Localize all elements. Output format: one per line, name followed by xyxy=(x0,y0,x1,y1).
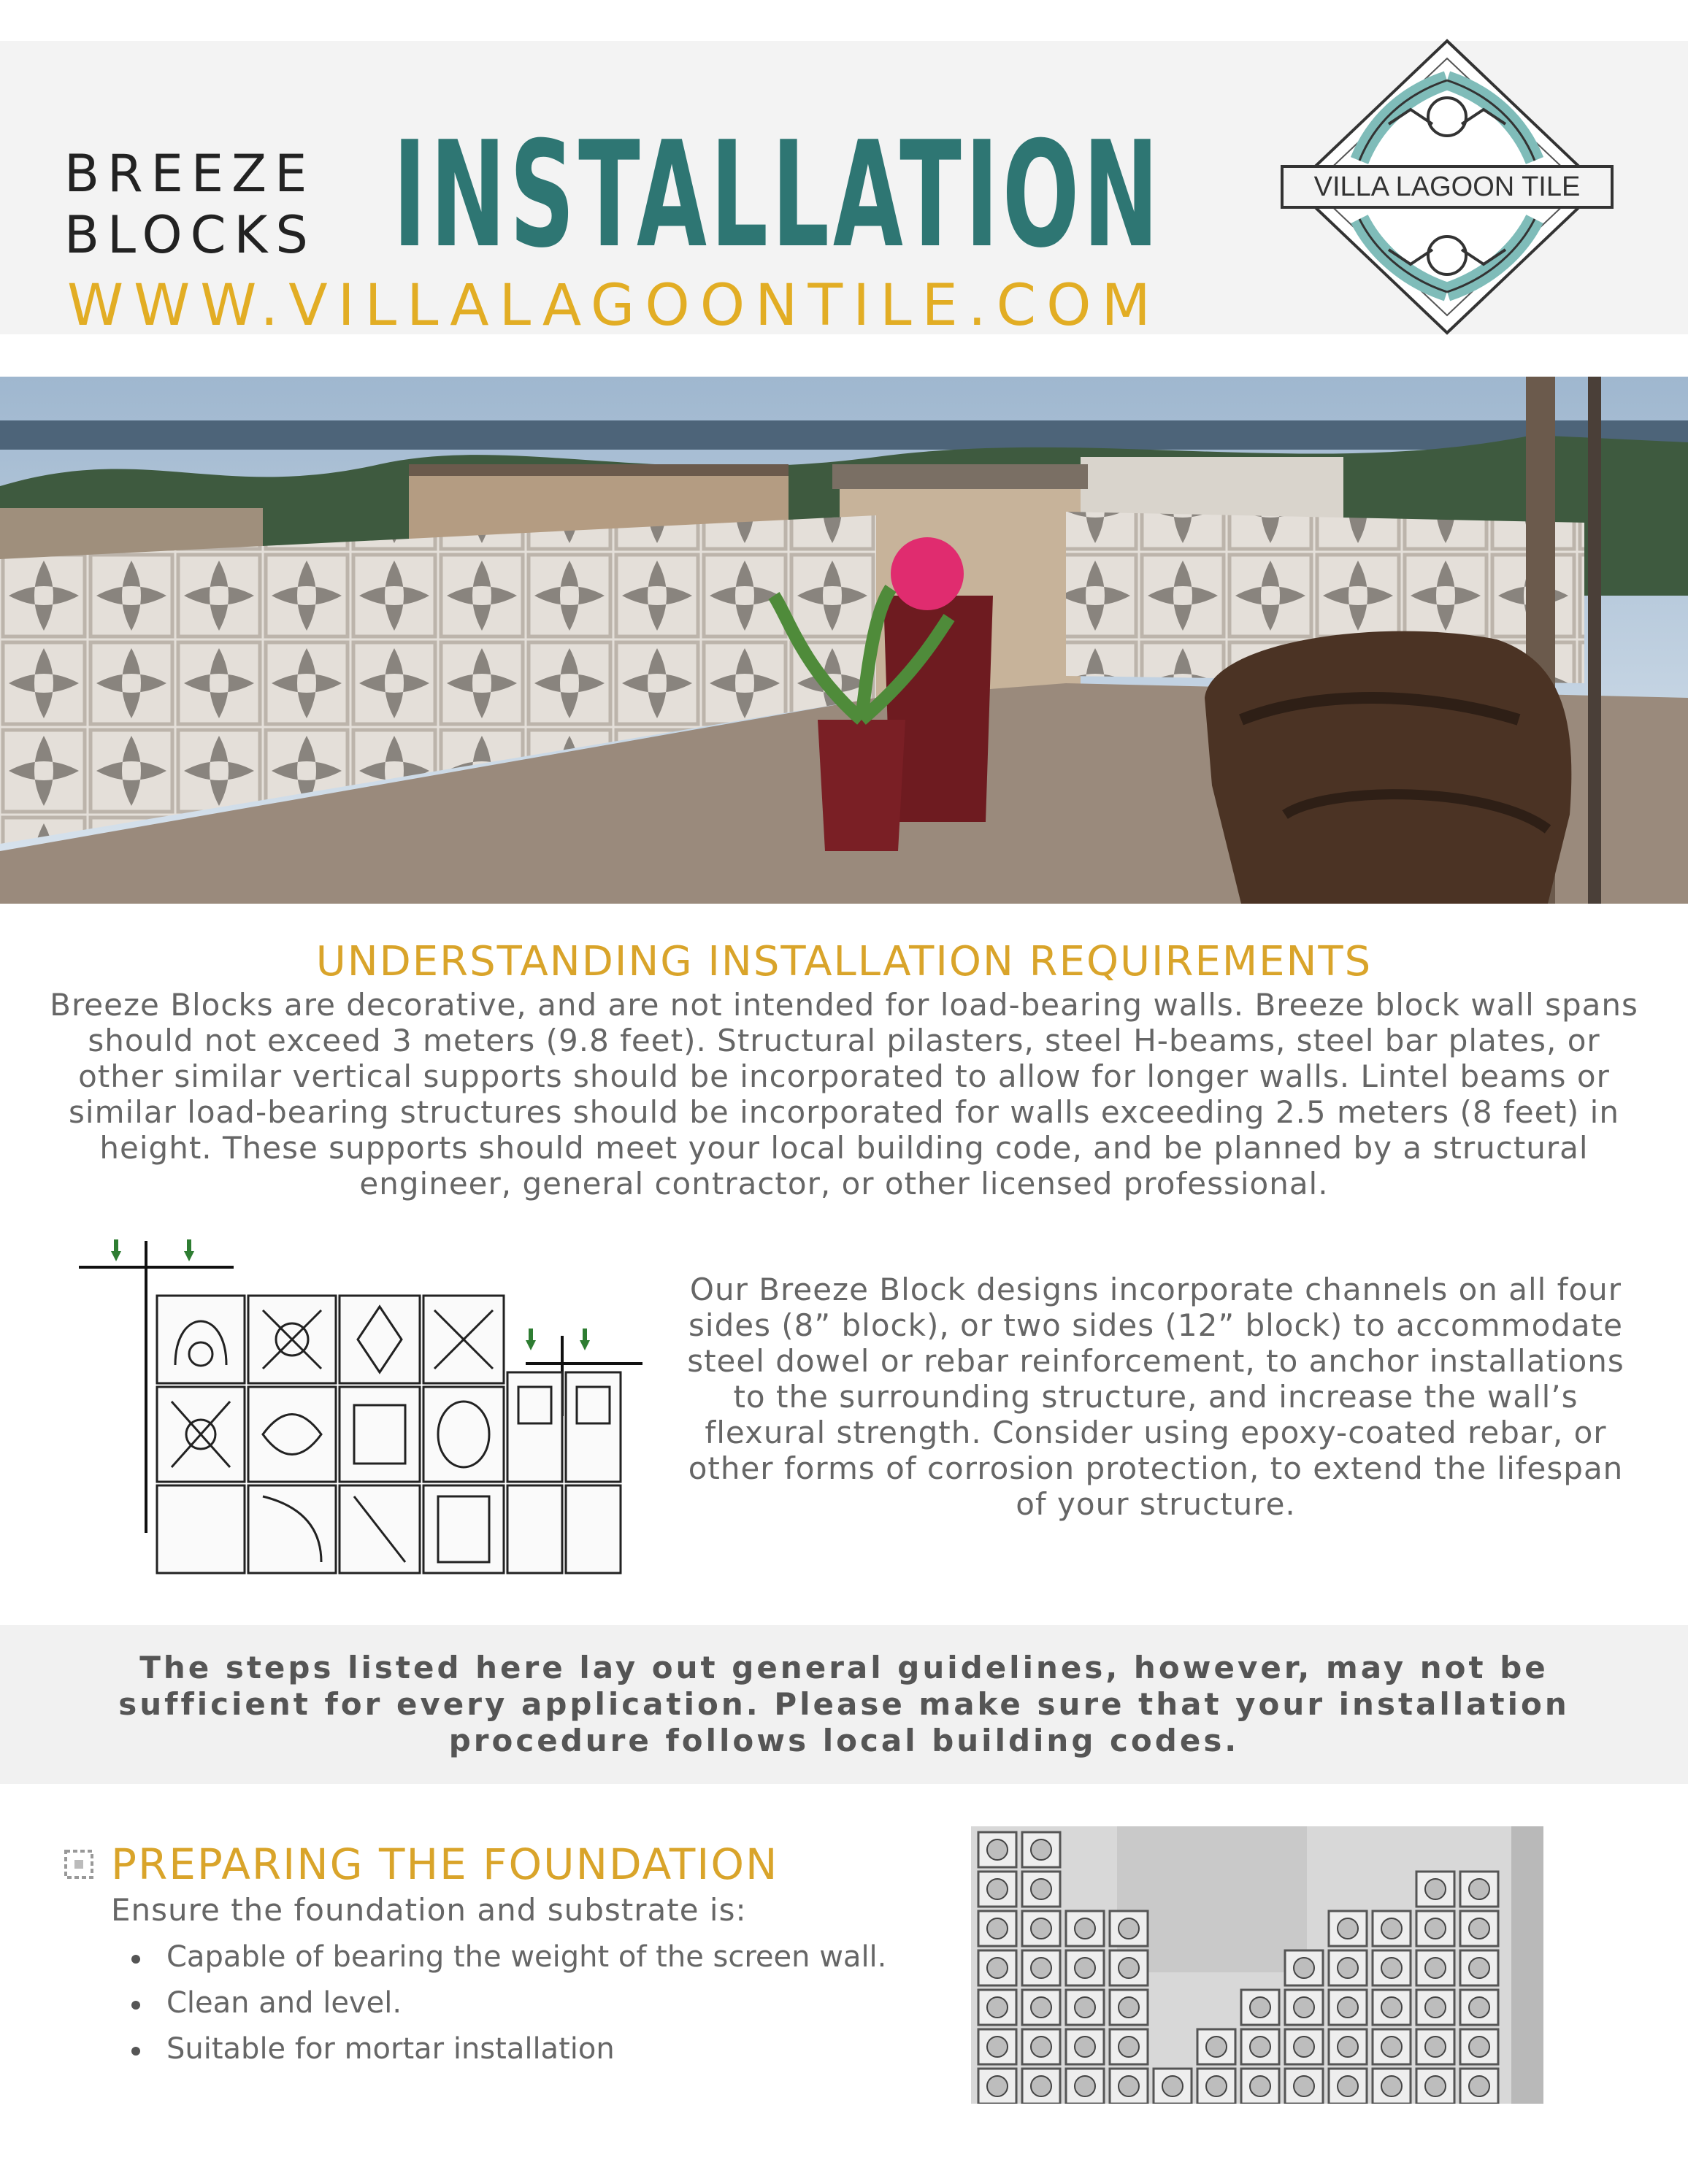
grid-block-hole xyxy=(1338,1958,1358,1978)
grid-block-hole xyxy=(1075,1918,1095,1939)
grid-block-hole xyxy=(1425,1958,1446,1978)
list-item: Suitable for mortar installation xyxy=(131,2026,886,2072)
grid-block-hole xyxy=(1119,1918,1139,1939)
foundation-intro: Ensure the foundation and substrate is: xyxy=(111,1892,747,1928)
logo-text: VILLA LAGOON TILE xyxy=(1313,172,1581,202)
brand-line-1: BREEZE xyxy=(64,144,315,204)
grid-block-hole xyxy=(987,1918,1008,1939)
grid-block-hole xyxy=(1031,1997,1051,2018)
grid-block-hole xyxy=(1425,1918,1446,1939)
brand-label xyxy=(64,143,316,266)
grid-block-hole xyxy=(1250,2076,1270,2096)
grid-block-hole xyxy=(1075,1997,1095,2018)
grid-block-hole xyxy=(1425,2076,1446,2096)
grid-block-hole xyxy=(987,1997,1008,2018)
grid-block-hole xyxy=(1381,1997,1402,2018)
grid-block-hole xyxy=(1031,1839,1051,1860)
grid-block-hole xyxy=(1119,2037,1139,2057)
block-grid-photo xyxy=(971,1826,1543,2104)
grid-block-hole xyxy=(1031,2037,1051,2057)
grid-block-hole xyxy=(1294,2037,1314,2057)
grid-block-hole xyxy=(1381,2037,1402,2057)
grid-block-hole xyxy=(1469,1879,1489,1899)
grid-block-hole xyxy=(1469,2076,1489,2096)
grid-block-hole xyxy=(1250,1997,1270,2018)
grid-block-hole xyxy=(1031,2076,1051,2096)
grid-block-hole xyxy=(1425,2037,1446,2057)
grid-block-hole xyxy=(1250,2037,1270,2057)
grid-block-hole xyxy=(1162,2076,1183,2096)
grid-block-hole xyxy=(987,1958,1008,1978)
grid-block-hole xyxy=(1338,2076,1358,2096)
grid-block-hole xyxy=(1294,2076,1314,2096)
foundation-list xyxy=(131,1934,886,2072)
grid-block-hole xyxy=(1119,1958,1139,1978)
grid-block-hole xyxy=(1075,2076,1095,2096)
grid-block-hole xyxy=(1031,1879,1051,1899)
list-item: Capable of bearing the weight of the screen wall. xyxy=(131,1934,886,1980)
notice-band xyxy=(0,1625,1688,1784)
grid-block-hole xyxy=(987,2037,1008,2057)
list-item: Clean and level. xyxy=(131,1980,886,2026)
page-title: INSTALLATION xyxy=(393,110,1162,280)
grid-block-hole xyxy=(1031,1918,1051,1939)
foundation-icon xyxy=(64,1850,93,1879)
grid-block-hole xyxy=(1075,1958,1095,1978)
grid-block-hole xyxy=(1381,2076,1402,2096)
grid-block-hole xyxy=(1381,1958,1402,1978)
grid-block-hole xyxy=(1075,2037,1095,2057)
grid-block-hole xyxy=(1119,2076,1139,2096)
grid-block-hole xyxy=(987,2076,1008,2096)
grid-block-hole xyxy=(987,1879,1008,1899)
channels-description: Our Breeze Block designs incorporate channels on all four sides (8” block), or two sides (12” block) to accommodate steel dowel or rebar reinforcement, to anchor installations to the surrounding structure, and increase the wall’s flexural strength. Consider using epoxy-coated rebar, or other forms of corrosion protection, to extend the lifespan of your structure. xyxy=(687,1272,1624,1522)
breeze-wall-diagram xyxy=(73,1234,642,1577)
grid-block-hole xyxy=(1425,1997,1446,2018)
grid-block-hole xyxy=(987,1839,1008,1860)
grid-block-hole xyxy=(1469,1918,1489,1939)
grid-block-hole xyxy=(1469,1958,1489,1978)
requirements-body: Breeze Blocks are decorative, and are not intended for load-bearing walls. Breeze block wall spans should not exceed 3 meters (9.8 feet). Structural pilasters, steel H-beams, steel bar plates, or other similar vertical supports should be incorporated to allow for longer walls. Lintel beams or similar load-bearing structures should be incorporated for walls exceeding 2.5 meters (8 feet) in height. These supports should meet your local building code, and be planned by a structural engineer, general contractor, or other licensed professional. xyxy=(50,987,1638,1201)
requirements-heading: UNDERSTANDING INSTALLATION REQUIREMENTS xyxy=(315,938,1373,985)
grid-block-hole xyxy=(1381,1918,1402,1939)
grid-block-hole xyxy=(1294,1958,1314,1978)
grid-block-hole xyxy=(1206,2037,1227,2057)
grid-block-hole xyxy=(1469,1997,1489,2018)
villa-lagoon-logo xyxy=(1279,36,1615,337)
grid-block-hole xyxy=(1294,1997,1314,2018)
grid-block-hole xyxy=(1031,1958,1051,1978)
website-url[interactable]: WWW.VILLALAGOONTILE.COM xyxy=(67,273,1161,339)
grid-block-hole xyxy=(1338,1918,1358,1939)
brand-line-2: BLOCKS xyxy=(64,205,316,265)
foundation-heading: PREPARING THE FOUNDATION xyxy=(111,1839,779,1889)
grid-block-hole xyxy=(1469,2037,1489,2057)
grid-block-hole xyxy=(1425,1879,1446,1899)
grid-block-hole xyxy=(1119,1997,1139,2018)
grid-block-hole xyxy=(1206,2076,1227,2096)
notice-text: The steps listed here lay out general guidelines, however, may not be sufficient for every application. Please make sure that your installation procedure follows local building codes. xyxy=(118,1650,1570,1758)
balcony-photo xyxy=(0,377,1688,904)
grid-block-hole xyxy=(1338,1997,1358,2018)
grid-block-hole xyxy=(1338,2037,1358,2057)
